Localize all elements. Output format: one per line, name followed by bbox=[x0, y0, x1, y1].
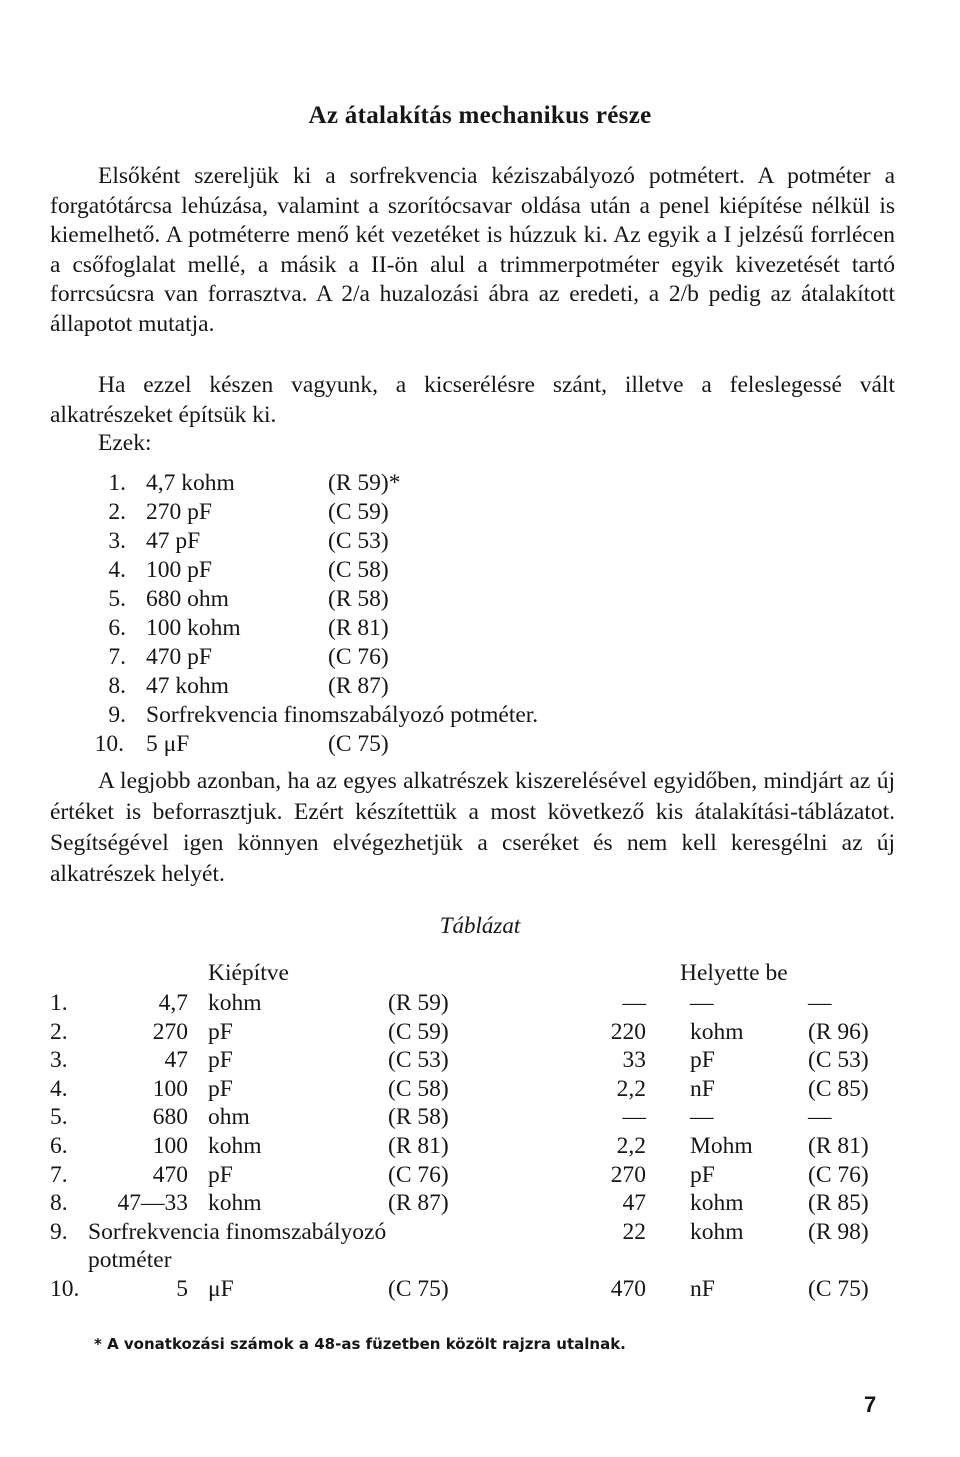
table-cell-new-quantity: 220 bbox=[610, 1018, 646, 1045]
list-item-reference: (C 53) bbox=[328, 528, 389, 554]
table-cell-number: 7. bbox=[50, 1161, 68, 1188]
table-cell-unit: pF bbox=[208, 1018, 233, 1045]
table-cell-quantity: 470 bbox=[152, 1161, 188, 1188]
list-item-number: 9. bbox=[108, 702, 126, 728]
table-cell-number: 5. bbox=[50, 1104, 68, 1131]
table-cell-new-quantity: — bbox=[622, 990, 646, 1016]
list-item-number: 1. bbox=[108, 470, 126, 496]
table-cell-new-unit: nF bbox=[690, 1075, 715, 1102]
table-cell-reference: (C 75) bbox=[388, 1276, 449, 1302]
table-cell-new-reference: — bbox=[808, 1104, 832, 1131]
list-item-number: 10. bbox=[94, 731, 124, 757]
table-cell-description: potméter bbox=[88, 1247, 172, 1274]
table-cell-new-quantity: 2,2 bbox=[616, 1075, 646, 1102]
table-cell-quantity: 100 bbox=[152, 1133, 188, 1159]
paragraph-removal: Ha ezzel készen vagyunk, a kicserélésre szánt, illetve a feleslegessé vált alkatrészeket építsük ki. bbox=[50, 372, 895, 428]
list-item bbox=[0, 615, 960, 643]
table-cell-unit: kohm bbox=[208, 1190, 262, 1217]
table-row bbox=[0, 1276, 960, 1305]
table-cell-number: 2. bbox=[50, 1018, 68, 1045]
table-cell-new-reference: (R 98) bbox=[808, 1218, 869, 1245]
list-item bbox=[0, 470, 960, 498]
list-item-reference: (R 58) bbox=[328, 586, 389, 612]
paragraph-intro: Elsőként szereljük ki a sorfrekvencia kéziszabályozó potmétert. A potméter a forgatótárcsa lehúzása, valamint a szorítócsavar oldása után a penel kiépítése nélkül is kiemelhető. A potméterre menő két vezetéket is húzzuk ki. Az egyik a I jelzésű forrlécen a csőfoglalat mellé, a másik a II-ön alul a trimmerpotméter egyik kivezetését tartó forrcsúcsra van forrasztva. A 2/a huzalozási ábra az eredeti, a 2/b pedig az átalakított állapotot mutatja. bbox=[50, 163, 895, 337]
table-cell-reference: (C 76) bbox=[388, 1161, 449, 1188]
table-cell-quantity: 47—33 bbox=[117, 1190, 188, 1217]
table-row bbox=[0, 1190, 960, 1219]
list-item-number: 2. bbox=[108, 499, 126, 525]
table-cell-quantity: 680 bbox=[152, 1104, 188, 1131]
table-cell-new-unit: kohm bbox=[690, 1218, 744, 1245]
list-item-reference: (R 59)* bbox=[328, 470, 401, 496]
list-item-number: 6. bbox=[108, 615, 126, 641]
table-cell-number: 8. bbox=[50, 1190, 68, 1217]
table-cell-new-reference: (R 81) bbox=[808, 1133, 869, 1159]
table-cell-new-quantity: 270 bbox=[610, 1161, 646, 1188]
table-cell-number: 1. bbox=[50, 990, 68, 1016]
table-cell-number: 4. bbox=[50, 1075, 68, 1102]
list-item-value: 5 μF bbox=[146, 731, 190, 757]
list-item-reference: (C 59) bbox=[328, 499, 389, 525]
table-cell-number: 6. bbox=[50, 1133, 68, 1159]
table-cell-reference: (R 87) bbox=[388, 1190, 449, 1217]
list-item-value: 680 ohm bbox=[146, 586, 229, 612]
table-cell-new-unit: pF bbox=[690, 1047, 715, 1074]
table-cell-new-unit: — bbox=[690, 1104, 714, 1131]
list-item-number: 7. bbox=[108, 644, 126, 670]
list-item-value: 47 pF bbox=[146, 528, 201, 554]
list-item-value: 4,7 kohm bbox=[146, 470, 235, 496]
list-item-reference: (R 87) bbox=[328, 673, 389, 699]
table-cell-new-unit: kohm bbox=[690, 1018, 744, 1045]
table-cell-new-reference: — bbox=[808, 990, 832, 1016]
table-cell-reference: (C 53) bbox=[388, 1047, 449, 1074]
table-cell-new-unit: Mohm bbox=[690, 1133, 753, 1159]
list-item-number: 5. bbox=[108, 586, 126, 612]
table-cell-quantity: 47 bbox=[164, 1047, 188, 1074]
table-row bbox=[0, 1076, 960, 1105]
footnote: * A vonatkozási számok a 48-as füzetben közölt rajzra utalnak. bbox=[94, 1335, 626, 1353]
table-cell-new-quantity: 470 bbox=[610, 1276, 646, 1302]
list-item bbox=[0, 557, 960, 585]
table-cell-quantity: 5 bbox=[176, 1276, 188, 1302]
list-item bbox=[0, 673, 960, 701]
table-cell-new-reference: (C 75) bbox=[808, 1276, 869, 1302]
table-row bbox=[0, 1047, 960, 1076]
table-cell-quantity: 270 bbox=[152, 1018, 188, 1045]
list-item-number: 4. bbox=[108, 557, 126, 583]
table-cell-new-quantity: 47 bbox=[622, 1190, 646, 1217]
table-cell-new-reference: (C 85) bbox=[808, 1075, 869, 1102]
list-item-value: Sorfrekvencia finomszabályozó potméter. bbox=[146, 702, 539, 728]
table-cell-unit: kohm bbox=[208, 1133, 262, 1159]
table-row bbox=[0, 1104, 960, 1133]
paragraph-advice: A legjobb azonban, ha az egyes alkatrészek kiszerelésével egyidőben, mindjárt az új értéket is beforrasztjuk. Ezért készítettük a most következő kis átalakítási-táblázatot. Segítségével igen könnyen elvégezhetjük a cseréket és nem kell keresgélni az új alkatrészek helyét. bbox=[50, 768, 895, 887]
list-item-value: 270 pF bbox=[146, 499, 212, 525]
list-item-value: 100 pF bbox=[146, 557, 212, 583]
table-row bbox=[0, 1162, 960, 1191]
list-item-reference: (C 58) bbox=[328, 557, 389, 583]
table-header-removed: Kiépítve bbox=[208, 960, 289, 986]
table-row bbox=[0, 1219, 960, 1248]
table-cell-new-unit: pF bbox=[690, 1161, 715, 1188]
table-cell-reference: (R 81) bbox=[388, 1133, 449, 1159]
table-cell-new-reference: (R 96) bbox=[808, 1018, 869, 1045]
table-cell-reference: (R 59) bbox=[388, 990, 449, 1016]
page-number: 7 bbox=[864, 1392, 877, 1417]
section-title: Az átalakítás mechanikus része bbox=[308, 102, 652, 129]
table-cell-number: 10. bbox=[50, 1276, 80, 1302]
table-header-replacement: Helyette be bbox=[680, 960, 788, 986]
table-cell-new-quantity: — bbox=[622, 1104, 646, 1131]
table-cell-reference: (C 58) bbox=[388, 1075, 449, 1102]
table-row bbox=[0, 990, 960, 1019]
table-row bbox=[0, 1133, 960, 1162]
table-cell-unit: pF bbox=[208, 1161, 233, 1188]
table-cell-reference: (R 58) bbox=[388, 1104, 449, 1131]
table-cell-new-unit: kohm bbox=[690, 1190, 744, 1217]
list-item bbox=[0, 644, 960, 672]
table-cell-new-unit: nF bbox=[690, 1276, 715, 1302]
table-cell-number: 3. bbox=[50, 1047, 68, 1074]
table-cell-unit: pF bbox=[208, 1047, 233, 1074]
list-item-reference: (R 81) bbox=[328, 615, 389, 641]
table-cell-new-quantity: 33 bbox=[622, 1047, 646, 1074]
table-cell-unit: kohm bbox=[208, 990, 262, 1016]
table-cell-unit: ohm bbox=[208, 1104, 250, 1131]
table-cell-quantity: 4,7 bbox=[158, 990, 188, 1016]
table-cell-unit: μF bbox=[208, 1276, 234, 1302]
table-cell-new-quantity: 2,2 bbox=[616, 1133, 646, 1159]
table-cell-new-reference: (C 76) bbox=[808, 1161, 869, 1188]
list-item bbox=[0, 528, 960, 556]
list-item bbox=[0, 731, 960, 759]
list-item-value: 100 kohm bbox=[146, 615, 241, 641]
table-cell-reference: (C 59) bbox=[388, 1018, 449, 1045]
list-item bbox=[0, 586, 960, 614]
list-item-reference: (C 76) bbox=[328, 644, 389, 670]
list-item-value: 47 kohm bbox=[146, 673, 229, 699]
table-row bbox=[0, 1019, 960, 1048]
table-cell-quantity: 100 bbox=[152, 1075, 188, 1102]
table-row bbox=[0, 1247, 960, 1276]
list-item-value: 470 pF bbox=[146, 644, 212, 670]
table-cell-description: Sorfrekvencia finomszabályozó bbox=[88, 1218, 387, 1245]
table-cell-new-reference: (C 53) bbox=[808, 1047, 869, 1074]
table-cell-number: 9. bbox=[50, 1218, 68, 1245]
table-cell-new-reference: (R 85) bbox=[808, 1190, 869, 1217]
list-item-number: 3. bbox=[108, 528, 126, 554]
list-intro: Ezek: bbox=[98, 430, 152, 456]
list-item bbox=[0, 499, 960, 527]
list-item-reference: (C 75) bbox=[328, 731, 389, 757]
table-caption: Táblázat bbox=[439, 913, 521, 938]
list-item-number: 8. bbox=[108, 673, 126, 699]
list-item bbox=[0, 702, 960, 730]
table-cell-new-quantity: 22 bbox=[622, 1218, 646, 1245]
table-cell-unit: pF bbox=[208, 1075, 233, 1102]
table-cell-new-unit: — bbox=[690, 990, 714, 1016]
